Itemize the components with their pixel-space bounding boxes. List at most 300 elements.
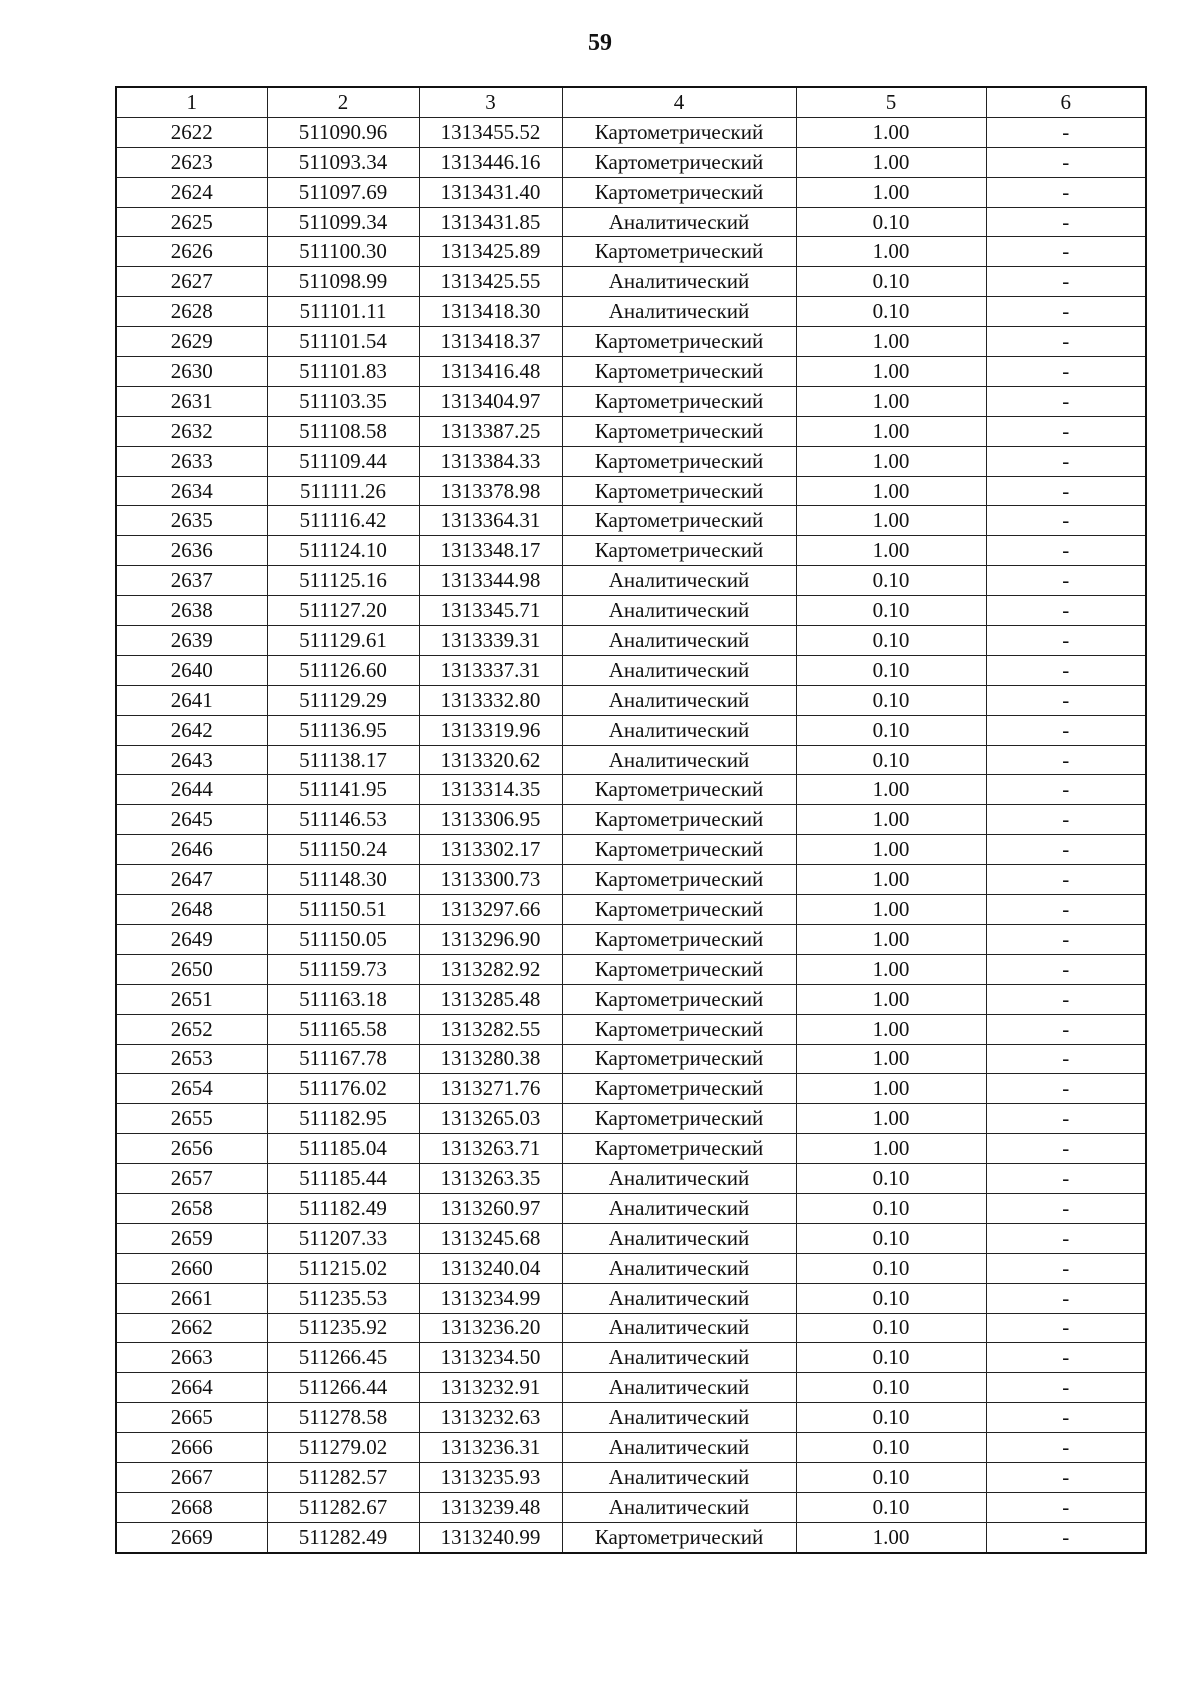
y-coordinate-cell: 1313234.50 [419, 1343, 562, 1373]
x-coordinate-cell: 511090.96 [267, 117, 419, 147]
x-coordinate-cell: 511167.78 [267, 1044, 419, 1074]
note-cell: - [986, 267, 1146, 297]
point-number-cell: 2633 [116, 446, 267, 476]
x-coordinate-cell: 511266.45 [267, 1343, 419, 1373]
method-cell: Аналитический [562, 626, 796, 656]
x-coordinate-cell: 511101.11 [267, 297, 419, 327]
table-row [116, 1074, 1146, 1104]
table-row [116, 895, 1146, 925]
y-coordinate-cell: 1313431.85 [419, 207, 562, 237]
point-number-cell: 2628 [116, 297, 267, 327]
accuracy-cell: 1.00 [796, 327, 986, 357]
point-number-cell: 2659 [116, 1223, 267, 1253]
point-number-cell: 2638 [116, 596, 267, 626]
y-coordinate-cell: 1313260.97 [419, 1193, 562, 1223]
table-row [116, 446, 1146, 476]
point-number-cell: 2632 [116, 416, 267, 446]
point-number-cell: 2640 [116, 655, 267, 685]
point-number-cell: 2623 [116, 147, 267, 177]
note-cell: - [986, 685, 1146, 715]
x-coordinate-cell: 511266.44 [267, 1373, 419, 1403]
method-cell: Аналитический [562, 1164, 796, 1194]
table-row [116, 954, 1146, 984]
point-number-cell: 2643 [116, 745, 267, 775]
point-number-cell: 2630 [116, 357, 267, 387]
accuracy-cell: 1.00 [796, 805, 986, 835]
y-coordinate-cell: 1313320.62 [419, 745, 562, 775]
note-cell: - [986, 745, 1146, 775]
x-coordinate-cell: 511150.05 [267, 924, 419, 954]
point-number-cell: 2647 [116, 865, 267, 895]
note-cell: - [986, 1462, 1146, 1492]
y-coordinate-cell: 1313384.33 [419, 446, 562, 476]
method-cell: Аналитический [562, 1492, 796, 1522]
table-body [116, 117, 1146, 1552]
point-number-cell: 2642 [116, 715, 267, 745]
method-cell: Картометрический [562, 1074, 796, 1104]
y-coordinate-cell: 1313339.31 [419, 626, 562, 656]
table-row [116, 1223, 1146, 1253]
point-number-cell: 2639 [116, 626, 267, 656]
accuracy-cell: 0.10 [796, 1283, 986, 1313]
method-cell: Картометрический [562, 117, 796, 147]
accuracy-cell: 1.00 [796, 865, 986, 895]
accuracy-cell: 1.00 [796, 117, 986, 147]
point-number-cell: 2636 [116, 536, 267, 566]
table-row [116, 805, 1146, 835]
y-coordinate-cell: 1313378.98 [419, 476, 562, 506]
y-coordinate-cell: 1313300.73 [419, 865, 562, 895]
x-coordinate-cell: 511282.67 [267, 1492, 419, 1522]
x-coordinate-cell: 511138.17 [267, 745, 419, 775]
method-cell: Картометрический [562, 984, 796, 1014]
note-cell: - [986, 1492, 1146, 1522]
coordinates-table [115, 86, 1147, 1554]
x-coordinate-cell: 511150.51 [267, 895, 419, 925]
point-number-cell: 2646 [116, 835, 267, 865]
point-number-cell: 2658 [116, 1193, 267, 1223]
x-coordinate-cell: 511207.33 [267, 1223, 419, 1253]
y-coordinate-cell: 1313416.48 [419, 357, 562, 387]
point-number-cell: 2669 [116, 1522, 267, 1552]
method-cell: Картометрический [562, 775, 796, 805]
note-cell: - [986, 177, 1146, 207]
note-cell: - [986, 117, 1146, 147]
accuracy-cell: 0.10 [796, 745, 986, 775]
column-header-2: 2 [267, 87, 419, 117]
column-header-3: 3 [419, 87, 562, 117]
accuracy-cell: 0.10 [796, 566, 986, 596]
y-coordinate-cell: 1313235.93 [419, 1462, 562, 1492]
table-row [116, 506, 1146, 536]
accuracy-cell: 1.00 [796, 147, 986, 177]
point-number-cell: 2644 [116, 775, 267, 805]
accuracy-cell: 1.00 [796, 476, 986, 506]
column-header-5: 5 [796, 87, 986, 117]
table-row [116, 1522, 1146, 1552]
note-cell: - [986, 655, 1146, 685]
note-cell: - [986, 386, 1146, 416]
accuracy-cell: 0.10 [796, 655, 986, 685]
x-coordinate-cell: 511093.34 [267, 147, 419, 177]
y-coordinate-cell: 1313236.20 [419, 1313, 562, 1343]
point-number-cell: 2665 [116, 1403, 267, 1433]
point-number-cell: 2657 [116, 1164, 267, 1194]
method-cell: Аналитический [562, 1223, 796, 1253]
method-cell: Картометрический [562, 506, 796, 536]
y-coordinate-cell: 1313232.91 [419, 1373, 562, 1403]
accuracy-cell: 0.10 [796, 1433, 986, 1463]
point-number-cell: 2661 [116, 1283, 267, 1313]
y-coordinate-cell: 1313319.96 [419, 715, 562, 745]
method-cell: Картометрический [562, 386, 796, 416]
table-row [116, 386, 1146, 416]
point-number-cell: 2663 [116, 1343, 267, 1373]
accuracy-cell: 0.10 [796, 207, 986, 237]
column-header-1: 1 [116, 87, 267, 117]
y-coordinate-cell: 1313418.30 [419, 297, 562, 327]
note-cell: - [986, 865, 1146, 895]
x-coordinate-cell: 511185.44 [267, 1164, 419, 1194]
point-number-cell: 2650 [116, 954, 267, 984]
note-cell: - [986, 626, 1146, 656]
table-row [116, 1313, 1146, 1343]
table-row [116, 1044, 1146, 1074]
x-coordinate-cell: 511163.18 [267, 984, 419, 1014]
accuracy-cell: 1.00 [796, 1134, 986, 1164]
method-cell: Картометрический [562, 357, 796, 387]
x-coordinate-cell: 511278.58 [267, 1403, 419, 1433]
note-cell: - [986, 1343, 1146, 1373]
table-row [116, 1403, 1146, 1433]
note-cell: - [986, 147, 1146, 177]
point-number-cell: 2664 [116, 1373, 267, 1403]
table-row [116, 1462, 1146, 1492]
note-cell: - [986, 536, 1146, 566]
x-coordinate-cell: 511136.95 [267, 715, 419, 745]
note-cell: - [986, 596, 1146, 626]
x-coordinate-cell: 511185.04 [267, 1134, 419, 1164]
accuracy-cell: 1.00 [796, 357, 986, 387]
method-cell: Картометрический [562, 147, 796, 177]
method-cell: Аналитический [562, 1313, 796, 1343]
accuracy-cell: 1.00 [796, 1074, 986, 1104]
point-number-cell: 2653 [116, 1044, 267, 1074]
accuracy-cell: 1.00 [796, 1014, 986, 1044]
x-coordinate-cell: 511165.58 [267, 1014, 419, 1044]
note-cell: - [986, 1074, 1146, 1104]
method-cell: Картометрический [562, 177, 796, 207]
method-cell: Аналитический [562, 715, 796, 745]
method-cell: Аналитический [562, 297, 796, 327]
method-cell: Аналитический [562, 1193, 796, 1223]
method-cell: Картометрический [562, 1104, 796, 1134]
note-cell: - [986, 805, 1146, 835]
accuracy-cell: 0.10 [796, 1373, 986, 1403]
table-row [116, 177, 1146, 207]
accuracy-cell: 0.10 [796, 267, 986, 297]
x-coordinate-cell: 511101.83 [267, 357, 419, 387]
accuracy-cell: 1.00 [796, 835, 986, 865]
accuracy-cell: 1.00 [796, 506, 986, 536]
table-row [116, 267, 1146, 297]
note-cell: - [986, 327, 1146, 357]
note-cell: - [986, 835, 1146, 865]
accuracy-cell: 0.10 [796, 1223, 986, 1253]
point-number-cell: 2667 [116, 1462, 267, 1492]
method-cell: Аналитический [562, 1373, 796, 1403]
accuracy-cell: 1.00 [796, 775, 986, 805]
table-row [116, 117, 1146, 147]
point-number-cell: 2662 [116, 1313, 267, 1343]
accuracy-cell: 1.00 [796, 416, 986, 446]
method-cell: Картометрический [562, 805, 796, 835]
y-coordinate-cell: 1313302.17 [419, 835, 562, 865]
note-cell: - [986, 1522, 1146, 1552]
table-row [116, 626, 1146, 656]
method-cell: Аналитический [562, 1403, 796, 1433]
accuracy-cell: 1.00 [796, 984, 986, 1014]
x-coordinate-cell: 511101.54 [267, 327, 419, 357]
note-cell: - [986, 1044, 1146, 1074]
method-cell: Аналитический [562, 1253, 796, 1283]
note-cell: - [986, 1373, 1146, 1403]
note-cell: - [986, 924, 1146, 954]
accuracy-cell: 0.10 [796, 1313, 986, 1343]
point-number-cell: 2622 [116, 117, 267, 147]
x-coordinate-cell: 511099.34 [267, 207, 419, 237]
y-coordinate-cell: 1313240.04 [419, 1253, 562, 1283]
note-cell: - [986, 566, 1146, 596]
point-number-cell: 2634 [116, 476, 267, 506]
y-coordinate-cell: 1313271.76 [419, 1074, 562, 1104]
y-coordinate-cell: 1313236.31 [419, 1433, 562, 1463]
note-cell: - [986, 775, 1146, 805]
method-cell: Картометрический [562, 1044, 796, 1074]
accuracy-cell: 0.10 [796, 297, 986, 327]
method-cell: Аналитический [562, 1283, 796, 1313]
method-cell: Картометрический [562, 237, 796, 267]
y-coordinate-cell: 1313239.48 [419, 1492, 562, 1522]
y-coordinate-cell: 1313297.66 [419, 895, 562, 925]
table-row [116, 297, 1146, 327]
note-cell: - [986, 416, 1146, 446]
x-coordinate-cell: 511176.02 [267, 1074, 419, 1104]
x-coordinate-cell: 511182.95 [267, 1104, 419, 1134]
method-cell: Аналитический [562, 596, 796, 626]
x-coordinate-cell: 511282.57 [267, 1462, 419, 1492]
table-row [116, 357, 1146, 387]
table-row [116, 1253, 1146, 1283]
point-number-cell: 2666 [116, 1433, 267, 1463]
y-coordinate-cell: 1313263.71 [419, 1134, 562, 1164]
point-number-cell: 2649 [116, 924, 267, 954]
accuracy-cell: 0.10 [796, 626, 986, 656]
x-coordinate-cell: 511125.16 [267, 566, 419, 596]
method-cell: Картометрический [562, 835, 796, 865]
y-coordinate-cell: 1313345.71 [419, 596, 562, 626]
x-coordinate-cell: 511235.53 [267, 1283, 419, 1313]
note-cell: - [986, 297, 1146, 327]
y-coordinate-cell: 1313425.89 [419, 237, 562, 267]
x-coordinate-cell: 511235.92 [267, 1313, 419, 1343]
table-row [116, 865, 1146, 895]
x-coordinate-cell: 511129.29 [267, 685, 419, 715]
method-cell: Картометрический [562, 416, 796, 446]
accuracy-cell: 1.00 [796, 536, 986, 566]
y-coordinate-cell: 1313263.35 [419, 1164, 562, 1194]
method-cell: Картометрический [562, 924, 796, 954]
accuracy-cell: 1.00 [796, 237, 986, 267]
accuracy-cell: 0.10 [796, 1343, 986, 1373]
method-cell: Аналитический [562, 207, 796, 237]
table-row [116, 566, 1146, 596]
note-cell: - [986, 1164, 1146, 1194]
point-number-cell: 2656 [116, 1134, 267, 1164]
table-row [116, 1492, 1146, 1522]
y-coordinate-cell: 1313364.31 [419, 506, 562, 536]
y-coordinate-cell: 1313314.35 [419, 775, 562, 805]
note-cell: - [986, 1223, 1146, 1253]
note-cell: - [986, 357, 1146, 387]
table-row [116, 1343, 1146, 1373]
method-cell: Картометрический [562, 327, 796, 357]
x-coordinate-cell: 511215.02 [267, 1253, 419, 1283]
note-cell: - [986, 1104, 1146, 1134]
table-row [116, 745, 1146, 775]
y-coordinate-cell: 1313425.55 [419, 267, 562, 297]
table-row [116, 147, 1146, 177]
note-cell: - [986, 1433, 1146, 1463]
y-coordinate-cell: 1313296.90 [419, 924, 562, 954]
table-row [116, 476, 1146, 506]
x-coordinate-cell: 511126.60 [267, 655, 419, 685]
point-number-cell: 2629 [116, 327, 267, 357]
y-coordinate-cell: 1313282.92 [419, 954, 562, 984]
method-cell: Аналитический [562, 1343, 796, 1373]
y-coordinate-cell: 1313232.63 [419, 1403, 562, 1433]
method-cell: Картометрический [562, 446, 796, 476]
accuracy-cell: 1.00 [796, 1044, 986, 1074]
point-number-cell: 2631 [116, 386, 267, 416]
y-coordinate-cell: 1313404.97 [419, 386, 562, 416]
x-coordinate-cell: 511129.61 [267, 626, 419, 656]
point-number-cell: 2624 [116, 177, 267, 207]
point-number-cell: 2627 [116, 267, 267, 297]
note-cell: - [986, 1253, 1146, 1283]
note-cell: - [986, 1313, 1146, 1343]
accuracy-cell: 1.00 [796, 895, 986, 925]
point-number-cell: 2641 [116, 685, 267, 715]
table-row [116, 685, 1146, 715]
table-row [116, 835, 1146, 865]
x-coordinate-cell: 511127.20 [267, 596, 419, 626]
accuracy-cell: 1.00 [796, 1522, 986, 1552]
y-coordinate-cell: 1313455.52 [419, 117, 562, 147]
note-cell: - [986, 237, 1146, 267]
note-cell: - [986, 1283, 1146, 1313]
point-number-cell: 2668 [116, 1492, 267, 1522]
method-cell: Аналитический [562, 685, 796, 715]
x-coordinate-cell: 511150.24 [267, 835, 419, 865]
note-cell: - [986, 506, 1146, 536]
y-coordinate-cell: 1313265.03 [419, 1104, 562, 1134]
accuracy-cell: 0.10 [796, 715, 986, 745]
y-coordinate-cell: 1313234.99 [419, 1283, 562, 1313]
point-number-cell: 2626 [116, 237, 267, 267]
accuracy-cell: 0.10 [796, 1492, 986, 1522]
column-header-4: 4 [562, 87, 796, 117]
table-row [116, 416, 1146, 446]
y-coordinate-cell: 1313337.31 [419, 655, 562, 685]
method-cell: Аналитический [562, 566, 796, 596]
y-coordinate-cell: 1313344.98 [419, 566, 562, 596]
table-row [116, 1433, 1146, 1463]
x-coordinate-cell: 511282.49 [267, 1522, 419, 1552]
table-row [116, 775, 1146, 805]
method-cell: Картометрический [562, 1134, 796, 1164]
note-cell: - [986, 1193, 1146, 1223]
table-row [116, 1283, 1146, 1313]
table-row [116, 1134, 1146, 1164]
table-row [116, 924, 1146, 954]
point-number-cell: 2651 [116, 984, 267, 1014]
point-number-cell: 2660 [116, 1253, 267, 1283]
table-row [116, 327, 1146, 357]
accuracy-cell: 0.10 [796, 1462, 986, 1492]
table-row [116, 237, 1146, 267]
note-cell: - [986, 207, 1146, 237]
point-number-cell: 2652 [116, 1014, 267, 1044]
accuracy-cell: 1.00 [796, 954, 986, 984]
column-header-6: 6 [986, 87, 1146, 117]
x-coordinate-cell: 511124.10 [267, 536, 419, 566]
x-coordinate-cell: 511148.30 [267, 865, 419, 895]
point-number-cell: 2625 [116, 207, 267, 237]
page-number: 59 [588, 30, 612, 56]
method-cell: Картометрический [562, 954, 796, 984]
x-coordinate-cell: 511279.02 [267, 1433, 419, 1463]
y-coordinate-cell: 1313285.48 [419, 984, 562, 1014]
point-number-cell: 2648 [116, 895, 267, 925]
x-coordinate-cell: 511097.69 [267, 177, 419, 207]
note-cell: - [986, 954, 1146, 984]
method-cell: Аналитический [562, 1433, 796, 1463]
y-coordinate-cell: 1313418.37 [419, 327, 562, 357]
y-coordinate-cell: 1313348.17 [419, 536, 562, 566]
note-cell: - [986, 1134, 1146, 1164]
x-coordinate-cell: 511141.95 [267, 775, 419, 805]
y-coordinate-cell: 1313282.55 [419, 1014, 562, 1044]
accuracy-cell: 1.00 [796, 1104, 986, 1134]
accuracy-cell: 1.00 [796, 446, 986, 476]
x-coordinate-cell: 511109.44 [267, 446, 419, 476]
accuracy-cell: 0.10 [796, 1253, 986, 1283]
point-number-cell: 2637 [116, 566, 267, 596]
table-row [116, 984, 1146, 1014]
x-coordinate-cell: 511182.49 [267, 1193, 419, 1223]
note-cell: - [986, 1403, 1146, 1433]
y-coordinate-cell: 1313446.16 [419, 147, 562, 177]
note-cell: - [986, 984, 1146, 1014]
y-coordinate-cell: 1313332.80 [419, 685, 562, 715]
method-cell: Картометрический [562, 476, 796, 506]
y-coordinate-cell: 1313245.68 [419, 1223, 562, 1253]
table-row [116, 1104, 1146, 1134]
accuracy-cell: 0.10 [796, 1193, 986, 1223]
table-row [116, 536, 1146, 566]
method-cell: Картометрический [562, 865, 796, 895]
